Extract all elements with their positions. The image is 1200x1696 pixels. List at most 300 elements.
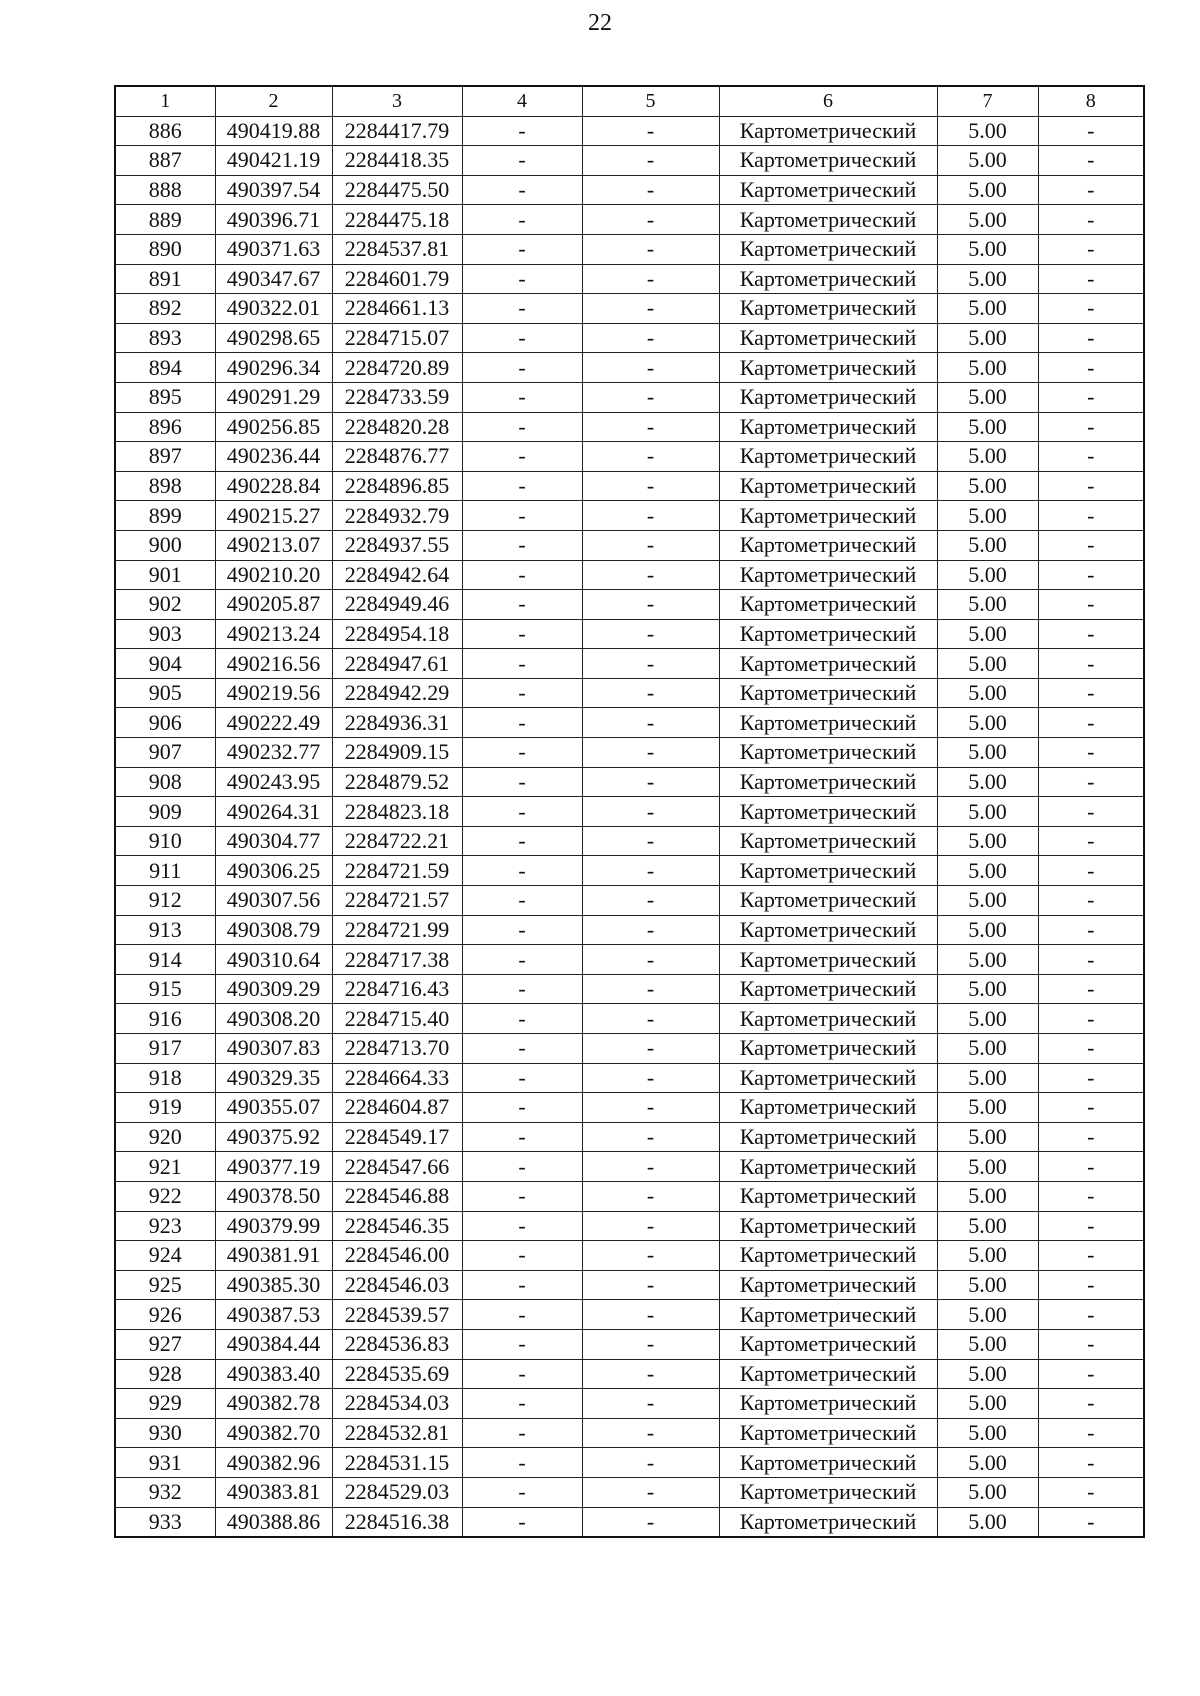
method-cell: Картометрический (719, 738, 937, 768)
y-coordinate-cell: 2284532.81 (332, 1418, 462, 1448)
col8-cell: - (1038, 1241, 1144, 1271)
col8-cell: - (1038, 1181, 1144, 1211)
accuracy-cell: 5.00 (937, 501, 1038, 531)
x-coordinate-cell: 490304.77 (215, 826, 332, 856)
x-coordinate-cell: 490381.91 (215, 1241, 332, 1271)
y-coordinate-cell: 2284604.87 (332, 1093, 462, 1123)
col4-cell: - (462, 797, 582, 827)
table-row (115, 264, 1144, 294)
col4-cell: - (462, 1300, 582, 1330)
column-header: 7 (937, 86, 1038, 116)
col4-cell: - (462, 146, 582, 176)
col8-cell: - (1038, 708, 1144, 738)
accuracy-cell: 5.00 (937, 382, 1038, 412)
accuracy-cell: 5.00 (937, 1152, 1038, 1182)
col4-cell: - (462, 1477, 582, 1507)
column-header: 5 (582, 86, 719, 116)
col8-cell: - (1038, 1004, 1144, 1034)
y-coordinate-cell: 2284715.07 (332, 323, 462, 353)
method-cell: Картометрический (719, 767, 937, 797)
point-number-cell: 916 (115, 1004, 215, 1034)
col8-cell: - (1038, 1507, 1144, 1537)
col4-cell: - (462, 1034, 582, 1064)
table-row (115, 1034, 1144, 1064)
col5-cell: - (582, 708, 719, 738)
point-number-cell: 931 (115, 1448, 215, 1478)
x-coordinate-cell: 490296.34 (215, 353, 332, 383)
y-coordinate-cell: 2284820.28 (332, 412, 462, 442)
accuracy-cell: 5.00 (937, 856, 1038, 886)
method-cell: Картометрический (719, 1034, 937, 1064)
method-cell: Картометрический (719, 619, 937, 649)
table-row (115, 1004, 1144, 1034)
col4-cell: - (462, 856, 582, 886)
accuracy-cell: 5.00 (937, 1418, 1038, 1448)
y-coordinate-cell: 2284896.85 (332, 471, 462, 501)
coordinates-table (114, 85, 1145, 1538)
col5-cell: - (582, 1063, 719, 1093)
accuracy-cell: 5.00 (937, 1270, 1038, 1300)
col4-cell: - (462, 826, 582, 856)
col4-cell: - (462, 945, 582, 975)
col8-cell: - (1038, 471, 1144, 501)
y-coordinate-cell: 2284721.57 (332, 886, 462, 916)
y-coordinate-cell: 2284942.29 (332, 678, 462, 708)
method-cell: Картометрический (719, 116, 937, 146)
method-cell: Картометрический (719, 1300, 937, 1330)
method-cell: Картометрический (719, 264, 937, 294)
x-coordinate-cell: 490232.77 (215, 738, 332, 768)
col4-cell: - (462, 1448, 582, 1478)
col4-cell: - (462, 738, 582, 768)
y-coordinate-cell: 2284942.64 (332, 560, 462, 590)
col4-cell: - (462, 501, 582, 531)
col8-cell: - (1038, 175, 1144, 205)
accuracy-cell: 5.00 (937, 442, 1038, 472)
col5-cell: - (582, 1270, 719, 1300)
col8-cell: - (1038, 1211, 1144, 1241)
method-cell: Картометрический (719, 1152, 937, 1182)
column-header: 8 (1038, 86, 1144, 116)
table-row (115, 945, 1144, 975)
x-coordinate-cell: 490375.92 (215, 1122, 332, 1152)
point-number-cell: 911 (115, 856, 215, 886)
table-row (115, 1181, 1144, 1211)
x-coordinate-cell: 490384.44 (215, 1329, 332, 1359)
col4-cell: - (462, 234, 582, 264)
column-header: 2 (215, 86, 332, 116)
x-coordinate-cell: 490205.87 (215, 590, 332, 620)
table-row (115, 856, 1144, 886)
col8-cell: - (1038, 1477, 1144, 1507)
x-coordinate-cell: 490222.49 (215, 708, 332, 738)
table-row (115, 146, 1144, 176)
y-coordinate-cell: 2284937.55 (332, 530, 462, 560)
point-number-cell: 924 (115, 1241, 215, 1271)
x-coordinate-cell: 490264.31 (215, 797, 332, 827)
method-cell: Картометрический (719, 1389, 937, 1419)
accuracy-cell: 5.00 (937, 1448, 1038, 1478)
point-number-cell: 889 (115, 205, 215, 235)
point-number-cell: 914 (115, 945, 215, 975)
x-coordinate-cell: 490243.95 (215, 767, 332, 797)
table-row (115, 915, 1144, 945)
table-row (115, 1507, 1144, 1537)
point-number-cell: 925 (115, 1270, 215, 1300)
point-number-cell: 912 (115, 886, 215, 916)
x-coordinate-cell: 490382.96 (215, 1448, 332, 1478)
col5-cell: - (582, 560, 719, 590)
table-row (115, 886, 1144, 916)
point-number-cell: 917 (115, 1034, 215, 1064)
col8-cell: - (1038, 856, 1144, 886)
col5-cell: - (582, 826, 719, 856)
accuracy-cell: 5.00 (937, 530, 1038, 560)
col5-cell: - (582, 1122, 719, 1152)
table-row (115, 1448, 1144, 1478)
col8-cell: - (1038, 1034, 1144, 1064)
accuracy-cell: 5.00 (937, 1507, 1038, 1537)
col8-cell: - (1038, 797, 1144, 827)
col5-cell: - (582, 234, 719, 264)
y-coordinate-cell: 2284546.00 (332, 1241, 462, 1271)
y-coordinate-cell: 2284823.18 (332, 797, 462, 827)
col4-cell: - (462, 264, 582, 294)
col5-cell: - (582, 1507, 719, 1537)
col8-cell: - (1038, 205, 1144, 235)
table-row (115, 797, 1144, 827)
accuracy-cell: 5.00 (937, 116, 1038, 146)
y-coordinate-cell: 2284879.52 (332, 767, 462, 797)
accuracy-cell: 5.00 (937, 1389, 1038, 1419)
col5-cell: - (582, 382, 719, 412)
col8-cell: - (1038, 678, 1144, 708)
method-cell: Картометрический (719, 412, 937, 442)
col5-cell: - (582, 1418, 719, 1448)
col5-cell: - (582, 471, 719, 501)
point-number-cell: 921 (115, 1152, 215, 1182)
col5-cell: - (582, 116, 719, 146)
method-cell: Картометрический (719, 1477, 937, 1507)
col8-cell: - (1038, 1152, 1144, 1182)
accuracy-cell: 5.00 (937, 264, 1038, 294)
method-cell: Картометрический (719, 323, 937, 353)
accuracy-cell: 5.00 (937, 767, 1038, 797)
col5-cell: - (582, 856, 719, 886)
table-row (115, 412, 1144, 442)
table-row (115, 738, 1144, 768)
point-number-cell: 913 (115, 915, 215, 945)
point-number-cell: 903 (115, 619, 215, 649)
col8-cell: - (1038, 974, 1144, 1004)
col5-cell: - (582, 264, 719, 294)
col5-cell: - (582, 1004, 719, 1034)
x-coordinate-cell: 490421.19 (215, 146, 332, 176)
point-number-cell: 900 (115, 530, 215, 560)
method-cell: Картометрический (719, 1004, 937, 1034)
x-coordinate-cell: 490216.56 (215, 649, 332, 679)
y-coordinate-cell: 2284733.59 (332, 382, 462, 412)
accuracy-cell: 5.00 (937, 1300, 1038, 1330)
table-row (115, 590, 1144, 620)
table-header-row (115, 86, 1144, 116)
col4-cell: - (462, 708, 582, 738)
point-number-cell: 907 (115, 738, 215, 768)
y-coordinate-cell: 2284546.35 (332, 1211, 462, 1241)
x-coordinate-cell: 490371.63 (215, 234, 332, 264)
col5-cell: - (582, 323, 719, 353)
point-number-cell: 922 (115, 1181, 215, 1211)
y-coordinate-cell: 2284601.79 (332, 264, 462, 294)
accuracy-cell: 5.00 (937, 175, 1038, 205)
col4-cell: - (462, 1389, 582, 1419)
table-row (115, 205, 1144, 235)
method-cell: Картометрический (719, 678, 937, 708)
x-coordinate-cell: 490396.71 (215, 205, 332, 235)
method-cell: Картометрический (719, 1181, 937, 1211)
method-cell: Картометрический (719, 530, 937, 560)
point-number-cell: 928 (115, 1359, 215, 1389)
col8-cell: - (1038, 619, 1144, 649)
accuracy-cell: 5.00 (937, 412, 1038, 442)
y-coordinate-cell: 2284717.38 (332, 945, 462, 975)
method-cell: Картометрический (719, 1507, 937, 1537)
col5-cell: - (582, 353, 719, 383)
method-cell: Картометрический (719, 560, 937, 590)
col5-cell: - (582, 442, 719, 472)
x-coordinate-cell: 490309.29 (215, 974, 332, 1004)
col5-cell: - (582, 619, 719, 649)
x-coordinate-cell: 490382.70 (215, 1418, 332, 1448)
col8-cell: - (1038, 501, 1144, 531)
accuracy-cell: 5.00 (937, 146, 1038, 176)
col4-cell: - (462, 353, 582, 383)
x-coordinate-cell: 490213.24 (215, 619, 332, 649)
table-row (115, 1211, 1144, 1241)
col4-cell: - (462, 175, 582, 205)
table-row (115, 1300, 1144, 1330)
y-coordinate-cell: 2284936.31 (332, 708, 462, 738)
table-row (115, 1270, 1144, 1300)
col4-cell: - (462, 678, 582, 708)
x-coordinate-cell: 490291.29 (215, 382, 332, 412)
y-coordinate-cell: 2284475.18 (332, 205, 462, 235)
y-coordinate-cell: 2284713.70 (332, 1034, 462, 1064)
col4-cell: - (462, 590, 582, 620)
table-row (115, 1359, 1144, 1389)
accuracy-cell: 5.00 (937, 649, 1038, 679)
point-number-cell: 909 (115, 797, 215, 827)
method-cell: Картометрический (719, 649, 937, 679)
point-number-cell: 915 (115, 974, 215, 1004)
col8-cell: - (1038, 412, 1144, 442)
table-body (115, 116, 1144, 1537)
x-coordinate-cell: 490329.35 (215, 1063, 332, 1093)
col4-cell: - (462, 1152, 582, 1182)
accuracy-cell: 5.00 (937, 294, 1038, 324)
accuracy-cell: 5.00 (937, 1004, 1038, 1034)
method-cell: Картометрический (719, 1418, 937, 1448)
point-number-cell: 902 (115, 590, 215, 620)
accuracy-cell: 5.00 (937, 738, 1038, 768)
point-number-cell: 886 (115, 116, 215, 146)
col5-cell: - (582, 649, 719, 679)
method-cell: Картометрический (719, 175, 937, 205)
accuracy-cell: 5.00 (937, 1093, 1038, 1123)
col5-cell: - (582, 945, 719, 975)
col5-cell: - (582, 678, 719, 708)
method-cell: Картометрический (719, 1241, 937, 1271)
method-cell: Картометрический (719, 501, 937, 531)
table-row (115, 1122, 1144, 1152)
col8-cell: - (1038, 1270, 1144, 1300)
col5-cell: - (582, 767, 719, 797)
col8-cell: - (1038, 560, 1144, 590)
col4-cell: - (462, 205, 582, 235)
accuracy-cell: 5.00 (937, 1122, 1038, 1152)
col5-cell: - (582, 738, 719, 768)
col5-cell: - (582, 590, 719, 620)
y-coordinate-cell: 2284529.03 (332, 1477, 462, 1507)
accuracy-cell: 5.00 (937, 797, 1038, 827)
x-coordinate-cell: 490382.78 (215, 1389, 332, 1419)
y-coordinate-cell: 2284534.03 (332, 1389, 462, 1419)
col4-cell: - (462, 1270, 582, 1300)
col5-cell: - (582, 1241, 719, 1271)
accuracy-cell: 5.00 (937, 1063, 1038, 1093)
point-number-cell: 901 (115, 560, 215, 590)
col4-cell: - (462, 619, 582, 649)
accuracy-cell: 5.00 (937, 590, 1038, 620)
col5-cell: - (582, 1211, 719, 1241)
page-number: 22 (588, 10, 612, 36)
col4-cell: - (462, 1122, 582, 1152)
col5-cell: - (582, 886, 719, 916)
x-coordinate-cell: 490215.27 (215, 501, 332, 531)
point-number-cell: 904 (115, 649, 215, 679)
col8-cell: - (1038, 1122, 1144, 1152)
table-row (115, 353, 1144, 383)
col4-cell: - (462, 294, 582, 324)
x-coordinate-cell: 490383.81 (215, 1477, 332, 1507)
method-cell: Картометрический (719, 353, 937, 383)
x-coordinate-cell: 490308.20 (215, 1004, 332, 1034)
accuracy-cell: 5.00 (937, 886, 1038, 916)
table-row (115, 442, 1144, 472)
point-number-cell: 919 (115, 1093, 215, 1123)
accuracy-cell: 5.00 (937, 560, 1038, 590)
table-row (115, 116, 1144, 146)
method-cell: Картометрический (719, 708, 937, 738)
accuracy-cell: 5.00 (937, 678, 1038, 708)
accuracy-cell: 5.00 (937, 1329, 1038, 1359)
x-coordinate-cell: 490308.79 (215, 915, 332, 945)
col5-cell: - (582, 1152, 719, 1182)
col4-cell: - (462, 767, 582, 797)
table-row (115, 1152, 1144, 1182)
col4-cell: - (462, 323, 582, 353)
column-header: 3 (332, 86, 462, 116)
point-number-cell: 910 (115, 826, 215, 856)
y-coordinate-cell: 2284721.99 (332, 915, 462, 945)
table-row (115, 175, 1144, 205)
col4-cell: - (462, 1181, 582, 1211)
x-coordinate-cell: 490383.40 (215, 1359, 332, 1389)
table-row (115, 234, 1144, 264)
method-cell: Картометрический (719, 382, 937, 412)
col4-cell: - (462, 649, 582, 679)
point-number-cell: 905 (115, 678, 215, 708)
col4-cell: - (462, 974, 582, 1004)
table-row (115, 471, 1144, 501)
x-coordinate-cell: 490219.56 (215, 678, 332, 708)
table-row (115, 619, 1144, 649)
col4-cell: - (462, 1418, 582, 1448)
x-coordinate-cell: 490347.67 (215, 264, 332, 294)
point-number-cell: 890 (115, 234, 215, 264)
accuracy-cell: 5.00 (937, 353, 1038, 383)
col8-cell: - (1038, 146, 1144, 176)
y-coordinate-cell: 2284531.15 (332, 1448, 462, 1478)
col8-cell: - (1038, 116, 1144, 146)
table-row (115, 708, 1144, 738)
point-number-cell: 906 (115, 708, 215, 738)
method-cell: Картометрический (719, 1122, 937, 1152)
col4-cell: - (462, 1329, 582, 1359)
method-cell: Картометрический (719, 915, 937, 945)
col8-cell: - (1038, 945, 1144, 975)
y-coordinate-cell: 2284721.59 (332, 856, 462, 886)
method-cell: Картометрический (719, 1359, 937, 1389)
col8-cell: - (1038, 1093, 1144, 1123)
table-row (115, 560, 1144, 590)
table-row (115, 1063, 1144, 1093)
y-coordinate-cell: 2284546.88 (332, 1181, 462, 1211)
col8-cell: - (1038, 886, 1144, 916)
col8-cell: - (1038, 1418, 1144, 1448)
col5-cell: - (582, 501, 719, 531)
col8-cell: - (1038, 826, 1144, 856)
accuracy-cell: 5.00 (937, 826, 1038, 856)
method-cell: Картометрический (719, 826, 937, 856)
accuracy-cell: 5.00 (937, 915, 1038, 945)
y-coordinate-cell: 2284909.15 (332, 738, 462, 768)
col5-cell: - (582, 1329, 719, 1359)
point-number-cell: 896 (115, 412, 215, 442)
col5-cell: - (582, 1389, 719, 1419)
col5-cell: - (582, 146, 719, 176)
point-number-cell: 933 (115, 1507, 215, 1537)
table-row (115, 678, 1144, 708)
x-coordinate-cell: 490306.25 (215, 856, 332, 886)
x-coordinate-cell: 490322.01 (215, 294, 332, 324)
table-row (115, 1477, 1144, 1507)
col5-cell: - (582, 1477, 719, 1507)
y-coordinate-cell: 2284720.89 (332, 353, 462, 383)
col8-cell: - (1038, 738, 1144, 768)
method-cell: Картометрический (719, 1329, 937, 1359)
point-number-cell: 892 (115, 294, 215, 324)
table-row (115, 501, 1144, 531)
accuracy-cell: 5.00 (937, 619, 1038, 649)
accuracy-cell: 5.00 (937, 1477, 1038, 1507)
col4-cell: - (462, 1359, 582, 1389)
point-number-cell: 887 (115, 146, 215, 176)
column-header: 1 (115, 86, 215, 116)
col4-cell: - (462, 1211, 582, 1241)
x-coordinate-cell: 490385.30 (215, 1270, 332, 1300)
col5-cell: - (582, 1034, 719, 1064)
